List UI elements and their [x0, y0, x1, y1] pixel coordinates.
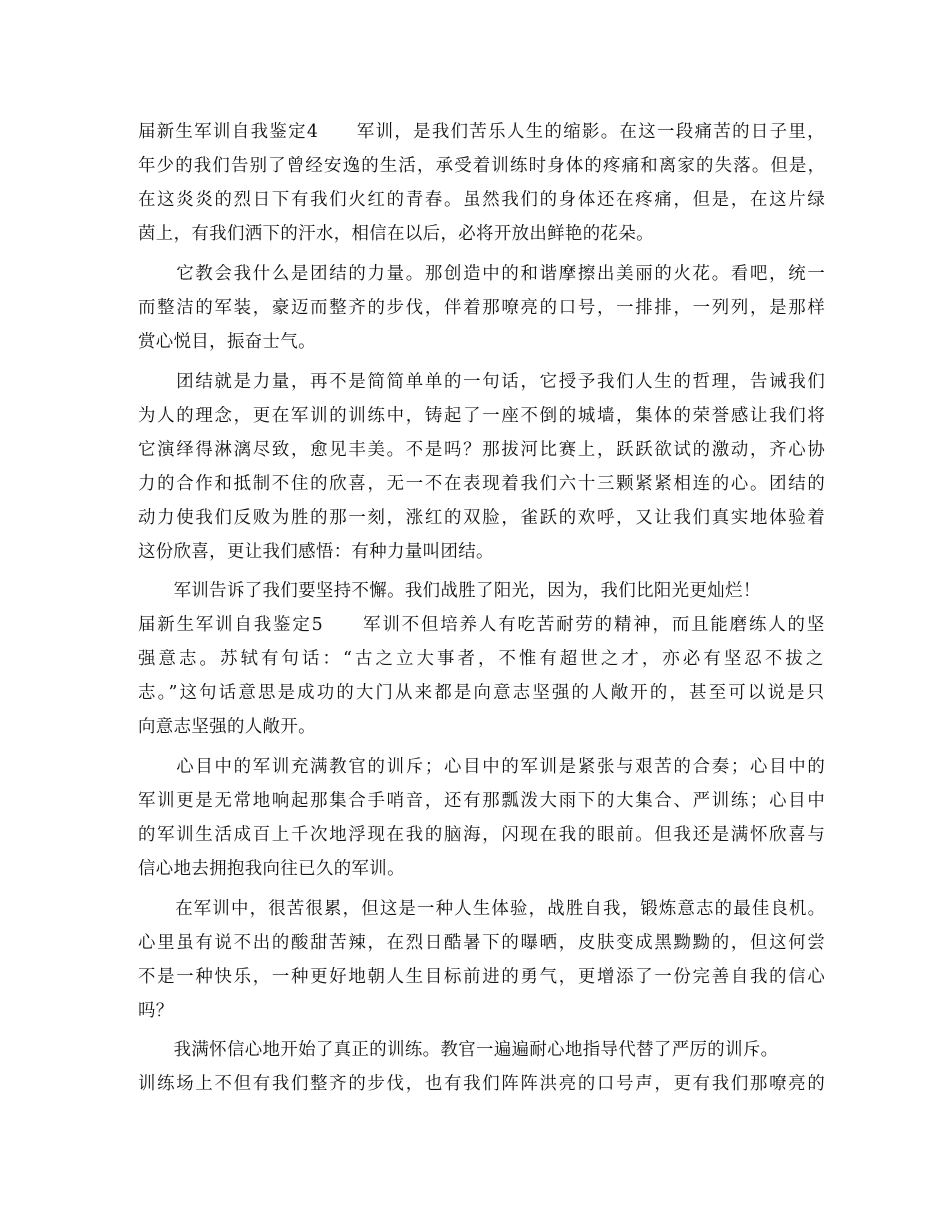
text-line: 届新生军训自我鉴定5 军训不但培养人有吃苦耐劳的精神，而且能磨练人的坚	[138, 615, 827, 635]
text-line: 强意志。苏轼有句话：“古之立大事者，不惟有超世之才，亦必有坚忍不拔之	[138, 649, 827, 669]
text-line: 赏心悦目，振奋士气。	[138, 332, 316, 352]
text-line: 信心地去拥抱我向往已久的军训。	[138, 859, 405, 879]
text-line: 茵上，有我们洒下的汗水，相信在以后，必将开放出鲜艳的花朵。	[138, 224, 654, 244]
text-line: 届新生军训自我鉴定4 军训，是我们苦乐人生的缩影。在这一段痛苦的日子里，	[138, 122, 826, 142]
text-line: 年少的我们告别了曾经安逸的生活，承受着训练时身体的疼痛和离家的失落。但是，	[138, 156, 827, 176]
text-line: 它教会我什么是团结的力量。那创造中的和谐摩擦出美丽的火花。看吧，统一	[138, 264, 827, 284]
text-line: 在这炎炎的烈日下有我们火红的青春。虽然我们的身体还在疼痛，但是，在这片绿	[138, 190, 827, 210]
text-line: 军训告诉了我们要坚持不懈。我们战胜了阳光，因为，我们比阳光更灿烂！	[138, 581, 761, 601]
text-line: 这份欣喜，更让我们感悟：有种力量叫团结。	[138, 542, 494, 562]
text-line: 它演绎得淋漓尽致，愈见丰美。不是吗？那拔河比赛上，跃跃欲试的激动，齐心协	[138, 440, 827, 460]
text-line: 为人的理念，更在军训的训练中，铸起了一座不倒的城墙，集体的荣誉感让我们将	[138, 406, 827, 426]
text-line: 的军训生活成百上千次地浮现在我的脑海，闪现在我的眼前。但我还是满怀欣喜与	[138, 825, 827, 845]
text-line: 团结就是力量，再不是简简单单的一句话，它授予我们人生的哲理，告诫我们	[138, 372, 827, 392]
text-line: 志。”这句话意思是成功的大门从来都是向意志坚强的人敞开的，甚至可以说是只	[138, 683, 827, 703]
text-line: 不是一种快乐，一种更好地朝人生目标前进的勇气，更增添了一份完善自我的信心	[138, 967, 827, 987]
text-line: 而整洁的军装，豪迈而整齐的步伐，伴着那嘹亮的口号，一排排，一列列，是那样	[138, 298, 827, 318]
text-line: 向意志坚强的人敞开。	[138, 717, 316, 737]
text-line: 我满怀信心地开始了真正的训练。教官一遍遍耐心地指导代替了严厉的训斥。	[138, 1040, 779, 1060]
text-line: 力的合作和抵制不住的欣喜，无一不在表现着我们六十三颗紧紧相连的心。团结的	[138, 474, 827, 494]
text-line: 动力使我们反败为胜的那一刻，涨红的双脸，雀跃的欢呼，又让我们真实地体验着	[138, 508, 827, 528]
text-line: 心目中的军训充满教官的训斥；心目中的军训是紧张与艰苦的合奏；心目中的	[138, 757, 827, 777]
text-line: 在军训中，很苦很累，但这是一种人生体验，战胜自我，锻炼意志的最佳良机。	[138, 899, 827, 919]
text-line: 吗？	[138, 1001, 174, 1021]
text-line: 军训更是无常地响起那集合手哨音，还有那瓢泼大雨下的大集合、严训练；心目中	[138, 791, 827, 811]
text-line: 训练场上不但有我们整齐的步伐，也有我们阵阵洪亮的口号声，更有我们那嘹亮的	[138, 1074, 827, 1094]
text-line: 心里虽有说不出的酸甜苦辣，在烈日酷暑下的曝晒，皮肤变成黑黝黝的，但这何尝	[138, 933, 827, 953]
